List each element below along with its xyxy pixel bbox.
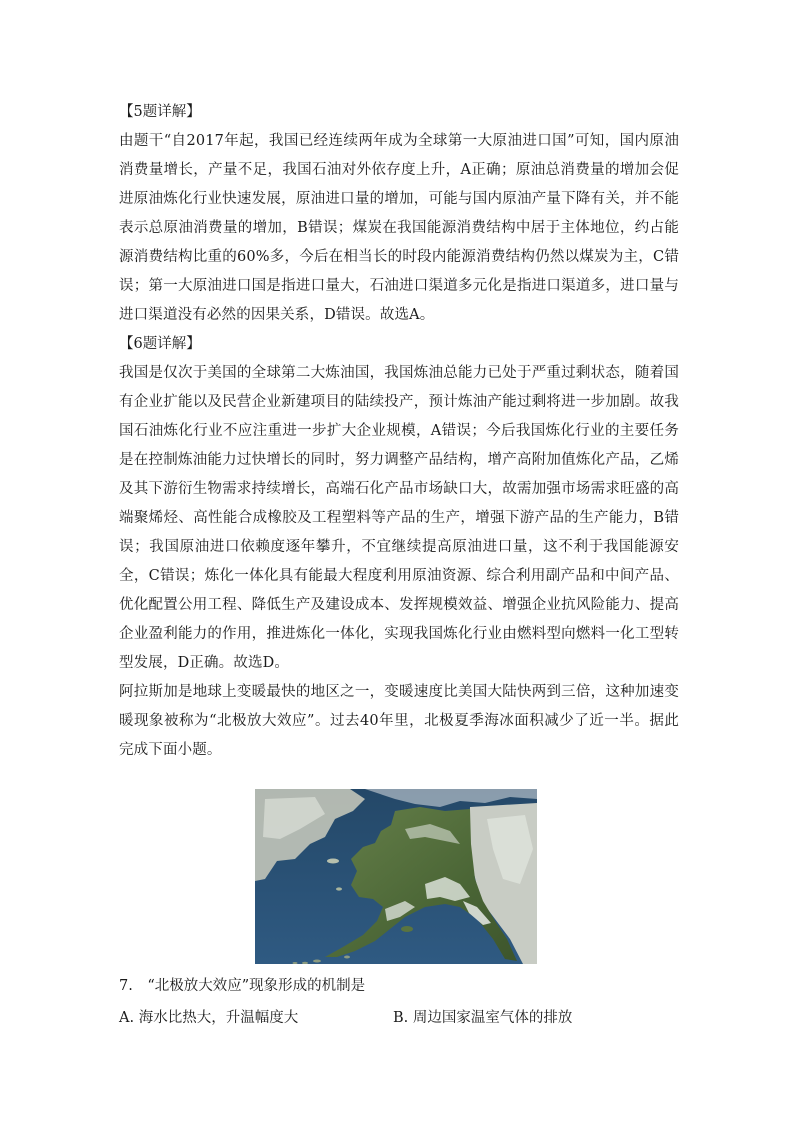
section-heading-q6: 【6题详解】 (119, 336, 201, 352)
intro-paragraph: 阿拉斯加是地球上变暖最快的地区之一，变暖速度比美国大陆快两到三倍，这种加速变暖现象被称为“北极放大效应”。过去40年里，北极夏季海冰面积减少了近一半。据此完成下面小题。 (119, 684, 679, 758)
question-7-options (119, 1004, 679, 1033)
alaska-satellite-image (255, 789, 537, 964)
question-7-stem: 7. “北极放大效应”现象形成的机制是 (119, 978, 366, 994)
option-b: B. 周边国家温室气体的排放 (393, 1010, 573, 1026)
option-a: A. 海水比热大，升温幅度大 (119, 1010, 299, 1026)
answer-explanations (119, 98, 679, 765)
explanation-q6: 我国是仅次于美国的全球第二大炼油国，我国炼油总能力已处于严重过剩状态，随着国有企业扩能以及民营企业新建项目的陆续投产，预计炼油产能过剩将进一步加剧。故我国石油炼化行业不应注重进一步扩大企业规模，A错误；今后我国炼化行业的主要任务是在控制炼油能力过快增长的同时，努力调整产品结构，增产高附加值炼化产品，乙烯及其下游衍生物需求持续增长，高端石化产品市场缺口大，故需加强市场需求旺盛的高端聚烯烃、高性能合成橡胶及工程塑料等产品的生产，增强下游产品的生产能力，B错误；我国原油进口依赖度逐年攀升，不宜继续提高原油进口量，这不利于我国能源安全，C错误；炼化一体化具有能最大程度利用原油资源、综合利用副产品和中间产品、优化配置公用工程、降低生产及建设成本、发挥规模效益、增强企业抗风险能力、提高企业盈利能力的作用，推进炼化一体化，实现我国炼化行业由燃料型向燃料一化工型转型发展，D正确。故选D。 (119, 365, 679, 671)
section-heading-q5: 【5题详解】 (119, 104, 201, 120)
explanation-q5: 由题干“自2017年起，我国已经连续两年成为全球第一大原油进口国”可知，国内原油消费量增长，产量不足，我国石油对外依存度上升，A正确；原油总消费量的增加会促进原油炼化行业快速发展，原油进口量的增加，可能与国内原油产量下降有关，并不能表示总原油消费量的增加，B错误；煤炭在我国能源消费结构中居于主体地位，约占能源消费结构比重的60%多，今后在相当长的时段内能源消费结构仍然以煤炭为主，C错误；第一大原油进口国是指进口量大，石油进口渠道多元化是指进口渠道多，进口量与进口渠道没有必然的因果关系，D错误。故选A。 (119, 133, 679, 323)
